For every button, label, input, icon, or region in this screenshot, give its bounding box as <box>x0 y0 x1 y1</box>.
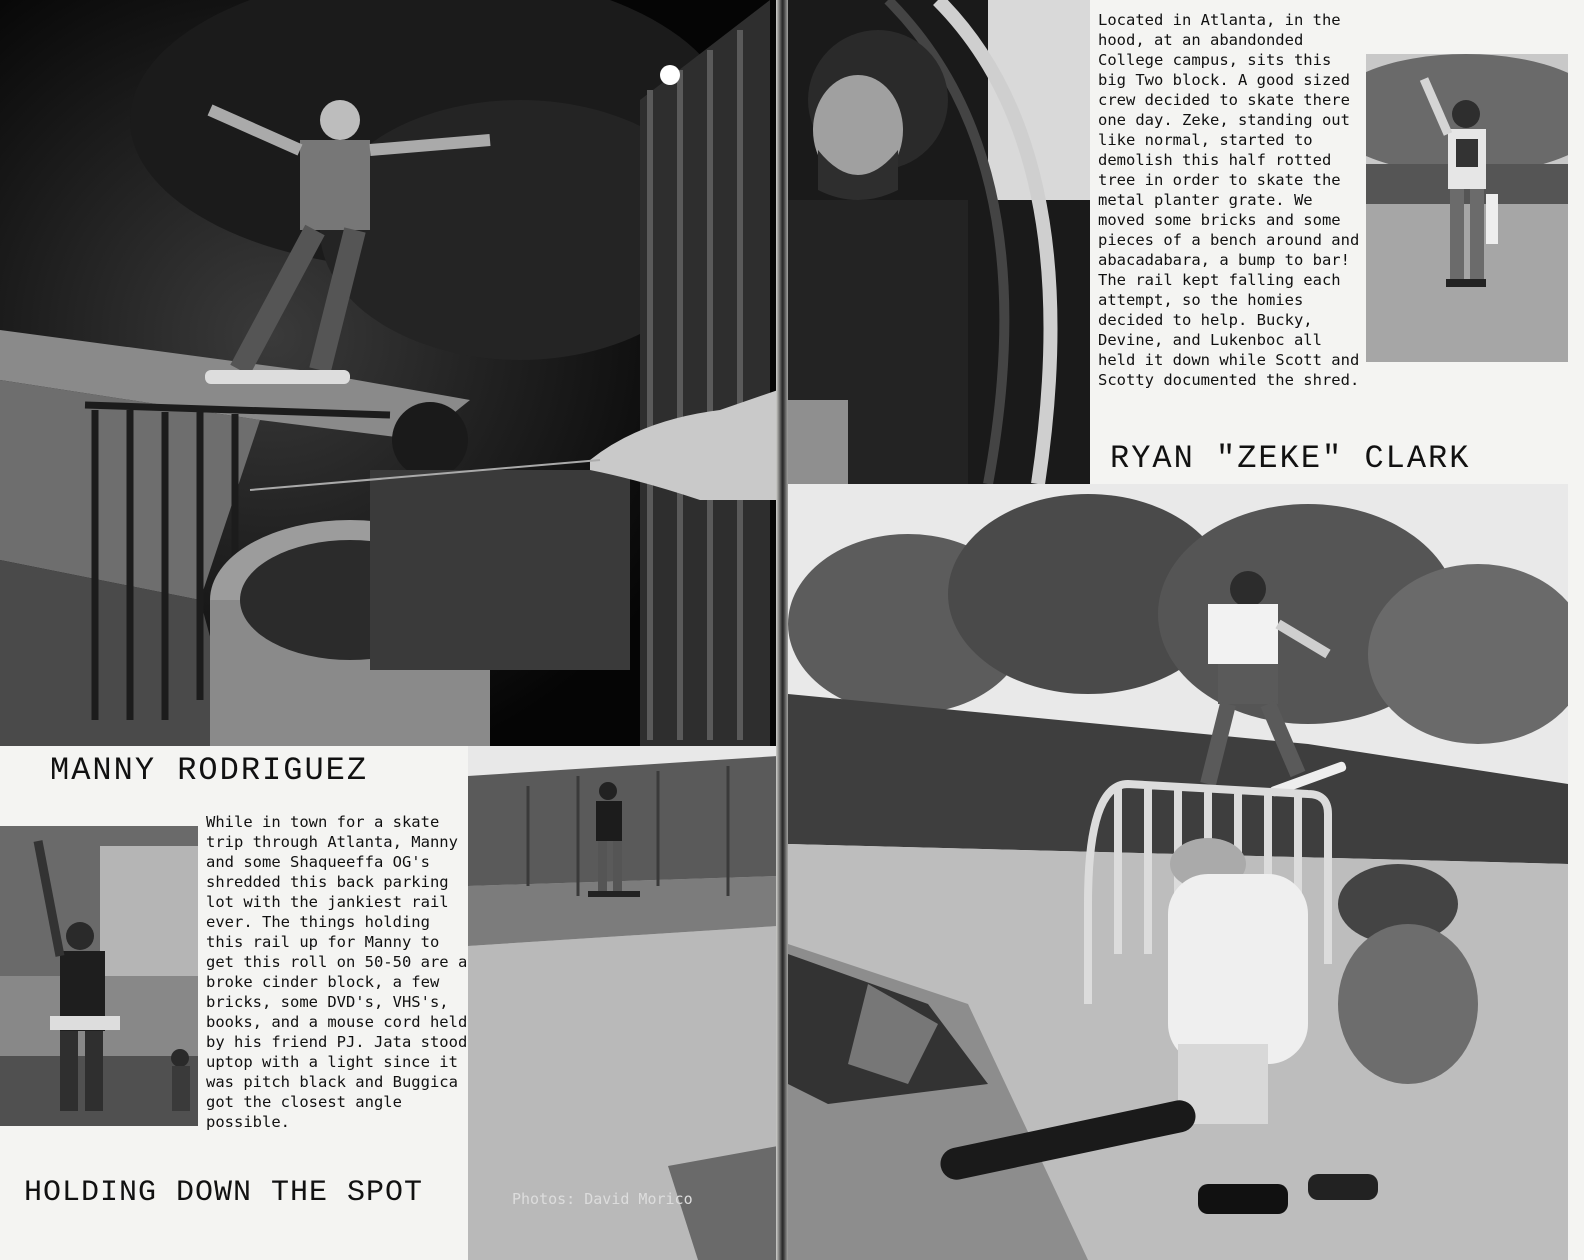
manny-name-headline: MANNY RODRIGUEZ <box>50 752 369 789</box>
feature-title: HOLDING DOWN THE SPOT <box>24 1176 424 1210</box>
photo-manny-celebrating <box>0 826 198 1126</box>
photo-night-rail-50-50 <box>0 0 778 746</box>
photo-bump-to-bar-trick <box>788 484 1568 1260</box>
photo-credit: Photos: David Morico <box>512 1190 693 1208</box>
manny-story-text: While in town for a skate trip through Atlanta, Manny and some Shaqueeffa OG's shredded this back parking lot with the jankiest rail ever. The things holding this rail up for Manny to get this roll on 50-50 are a broke cinder block, a few bricks, some DVD's, VHS's, books, and a mouse cord held by his friend PJ. Jata stood uptop with a light since it was pitch black and Buggica got the closest angle possible. <box>206 813 468 1131</box>
photo-zeke-standing <box>1366 54 1568 362</box>
zeke-name-headline: RYAN "ZEKE" CLARK <box>1110 440 1471 477</box>
zeke-story-text: Located in Atlanta, in the hood, at an abandonded College campus, sits this big Two block. A good sized crew decided to skate there one day. Zeke, standing out like normal, started to demolish this half rotted tree in order to skate the metal planter grate. We moved some bricks and some pieces of a bench around and abacadabara, a bump to bar! The rail kept falling each attempt, so the homies decided to help. Bucky, Devine, and Lukenboc all held it down while Scott and Scotty documented the shred. <box>1098 11 1360 389</box>
photo-zeke-portrait <box>788 0 1090 484</box>
photo-parking-lot-skater <box>468 746 778 1260</box>
